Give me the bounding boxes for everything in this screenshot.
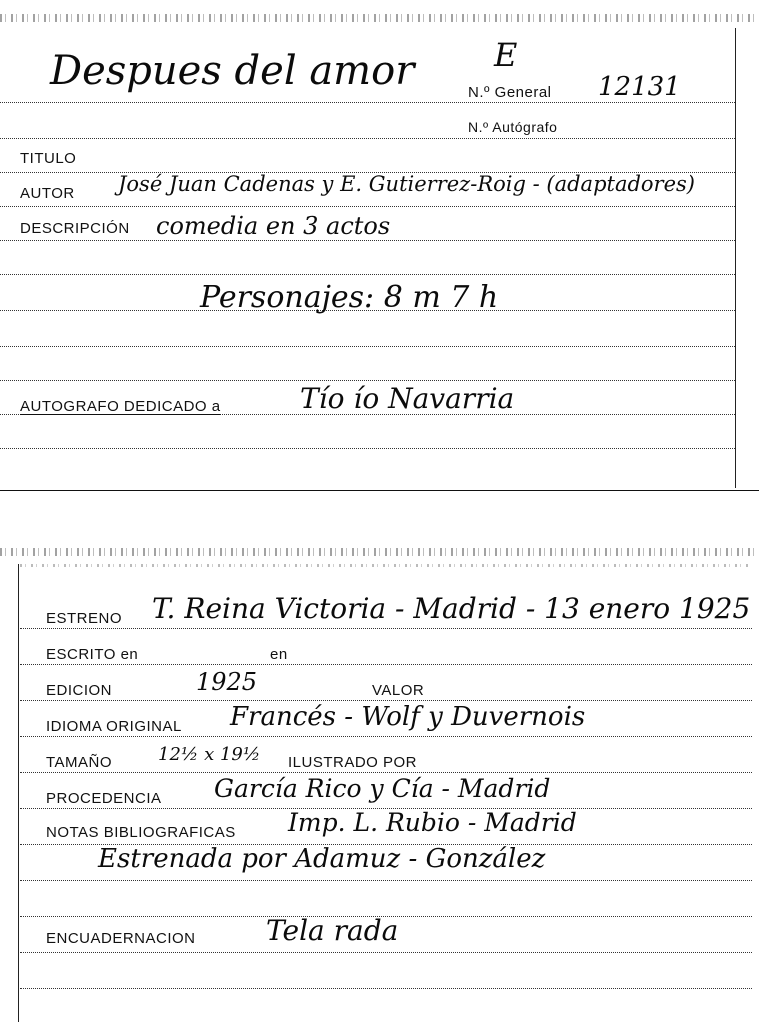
edicion-label: EDICION — [46, 682, 113, 699]
ruled-line — [0, 274, 735, 275]
procedencia-label: PROCEDENCIA — [46, 790, 162, 807]
n-autografo-label: N.º Autógrafo — [468, 119, 558, 135]
ruled-line — [20, 952, 752, 953]
notas-value-line2: Estrenada por Adamuz - González — [98, 844, 546, 874]
handwritten-letter: E — [494, 36, 518, 74]
descripcion-label: DESCRIPCIÓN — [20, 220, 130, 237]
scan-edge-top — [0, 14, 759, 22]
card-right-border — [735, 28, 736, 488]
ruled-line — [20, 664, 752, 665]
tamano-value: 12½ x 19½ — [158, 744, 261, 765]
catalog-card-back — [0, 548, 759, 1028]
scan-edge-top — [0, 548, 759, 556]
descripcion-value: comedia en 3 actos — [156, 212, 391, 240]
encuadernacion-value: Tela rada — [266, 914, 399, 947]
ruled-line — [20, 880, 752, 881]
ruled-line — [0, 346, 735, 347]
dedicado-label: AUTOGRAFO DEDICADO a — [20, 398, 221, 415]
escrito-en-label: en — [270, 646, 288, 663]
ruled-line — [20, 736, 752, 737]
personajes-note: Personajes: 8 m 7 h — [200, 280, 499, 315]
card-top-border — [20, 564, 750, 567]
escrito-label: ESCRITO en — [46, 646, 139, 663]
handwritten-title: Despues del amor — [50, 48, 415, 94]
card-left-border — [18, 564, 19, 1022]
ruled-line — [0, 380, 735, 381]
ruled-line — [20, 700, 752, 701]
ruled-line — [0, 206, 735, 207]
ruled-line — [0, 448, 735, 449]
valor-label: VALOR — [372, 682, 425, 699]
idioma-label: IDIOMA ORIGINAL — [46, 718, 182, 735]
card-bottom-border — [0, 490, 759, 491]
encuadernacion-label: ENCUADERNACION — [46, 930, 196, 947]
n-general-label: N.º General — [468, 84, 552, 101]
notas-label: NOTAS BIBLIOGRAFICAS — [46, 824, 236, 841]
notas-value: Imp. L. Rubio - Madrid — [288, 808, 577, 837]
ruled-line — [20, 628, 752, 629]
tamano-label: TAMAÑO — [46, 754, 113, 771]
ruled-line — [20, 988, 752, 989]
ruled-line — [20, 772, 752, 773]
dedicado-value: Tío ío Navarria — [300, 382, 515, 415]
ilustrado-label: ILUSTRADO POR — [288, 754, 418, 771]
procedencia-value: García Rico y Cía - Madrid — [214, 774, 551, 803]
autor-value: José Juan Cadenas y E. Gutierrez-Roig - (adaptadores) — [118, 172, 695, 196]
ruled-line — [0, 138, 735, 139]
estreno-label: ESTRENO — [46, 610, 123, 627]
catalog-card-front — [0, 0, 759, 494]
ruled-line — [0, 240, 735, 241]
edicion-value: 1925 — [196, 668, 258, 696]
autor-label: AUTOR — [20, 185, 75, 202]
ruled-line — [0, 102, 735, 103]
n-general-value: 12131 — [598, 72, 681, 102]
titulo-label: TITULO — [20, 150, 77, 167]
idioma-value: Francés - Wolf y Duvernois — [230, 702, 586, 732]
estreno-value: T. Reina Victoria - Madrid - 13 enero 1925 — [152, 592, 751, 625]
